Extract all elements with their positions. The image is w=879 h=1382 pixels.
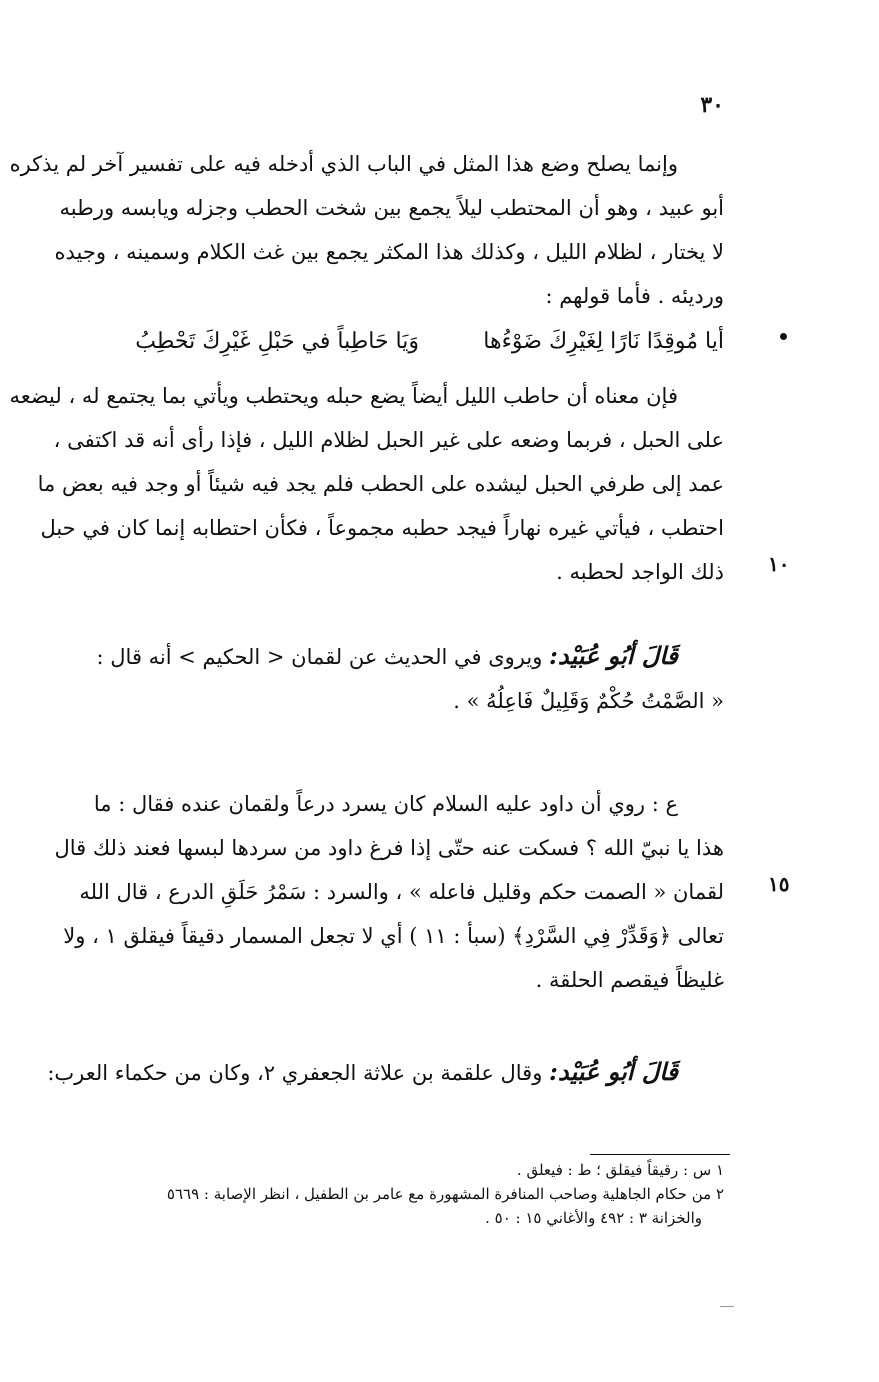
- verse: [44, 320, 724, 364]
- section-2: [9, 1050, 724, 1095]
- section-text: ويروى في الحديث عن لقمان < الحكيم > أنه قال :: [96, 645, 543, 669]
- text-line: غليظاً فيقصم الحلقة .: [535, 968, 724, 992]
- text-line: أبو عبيد ، وهو أن المحتطب ليلاً يجمع بين شخت الحطب وجزله ويابسه ورطبه: [59, 196, 724, 220]
- text-line: ورديئه . فأما قولهم :: [545, 284, 724, 308]
- text-line: احتطب ، فيأتي غيره نهاراً فيجد حطبه مجموعاً ، فكأن احتطابه إنما كان في حبل: [40, 516, 724, 540]
- text-line: [9, 634, 724, 679]
- footnotes: [4, 1158, 724, 1230]
- text-line: تعالى ﴿وَقَدِّرْ فِي السَّرْدِ﴾ (سبأ : ١١ ) أي لا تجعل المسمار دقيقاً فيقلق ١ ، ولا: [63, 924, 724, 948]
- text-line: « الصَّمْتُ حُكْمٌ وَقَلِيلٌ فَاعِلُهُ » .: [453, 689, 724, 713]
- text-line: فإن معناه أن حاطب الليل أيضاً يضع حبله ويحتطب ويأتي بما يجتمع له ، ليضعه: [9, 384, 678, 408]
- section-1: [9, 634, 724, 723]
- page-number: ٣٠: [700, 92, 724, 118]
- footnote: ٢ من حكام الجاهلية وصاحب المنافرة المشهورة مع عامر بن الطفيل ، انظر الإصابة : ٥٦٦٩: [166, 1185, 724, 1203]
- text-line: عمد إلى طرفي الحبل ليشده على الحطب فلم يجد فيه شيئاً أو وجد فيه بعض ما: [37, 472, 724, 496]
- footnote: ١ س : رقيقاً فيقلق ؛ ط : فيعلق .: [516, 1161, 724, 1179]
- text-line: هذا يا نبيّ الله ؟ فسكت عنه حتّى إذا فرغ داود من سردها لبسها فعند ذلك قال: [54, 836, 724, 860]
- verse-hemistich-2: وَيَا حَاطِباً في حَبْلِ غَيْرِكَ تَحْطِبُ: [135, 329, 419, 354]
- footnote: والخزانة ٣ : ٤٩٢ والأغاني ١٥ : ٥٠ .: [485, 1209, 702, 1227]
- line-number-10: ١٠: [768, 552, 790, 576]
- verse-marker: [780, 333, 787, 340]
- text-line: ذلك الواجد لحطبه .: [556, 560, 724, 584]
- footnote-divider: [590, 1154, 730, 1155]
- section-header: قَالَ أبُو عُبَيْد:: [549, 641, 678, 670]
- text-line: وإنما يصلح وضع هذا المثل في الباب الذي أدخله فيه على تفسير آخر لم يذكره: [9, 152, 678, 176]
- page-mark: [720, 1306, 734, 1307]
- text-line: ع : روي أن داود عليه السلام كان يسرد درعاً ولقمان عنده فقال : ما: [93, 792, 678, 816]
- section-header: قَالَ أبُو عُبَيْد:: [549, 1057, 678, 1086]
- verse-hemistich-1: أيا مُوقِدًا نَارًا لِغَيْرِكَ ضَوْءُها: [483, 329, 724, 354]
- text-line: لا يختار ، لظلام الليل ، وكذلك هذا المكثر يجمع بين غث الكلام وسمينه ، وجيده: [54, 240, 724, 264]
- paragraph-2: [9, 374, 724, 594]
- paragraph-1: [9, 142, 724, 318]
- line-number-15: ١٥: [768, 872, 790, 896]
- section-text: وقال علقمة بن علاثة الجعفري ٢، وكان من حكماء العرب:: [47, 1061, 543, 1085]
- text-line: على الحبل ، فربما وضعه على غير الحبل لظلام الليل ، فإذا رأى أنه قد اكتفى ،: [53, 428, 724, 452]
- text-line: [9, 1050, 724, 1095]
- text-line: لقمان « الصمت حكم وقليل فاعله » ، والسرد : سَمْرُ حَلَقِ الدرع ، قال الله: [79, 880, 724, 904]
- paragraph-3: [9, 782, 724, 1002]
